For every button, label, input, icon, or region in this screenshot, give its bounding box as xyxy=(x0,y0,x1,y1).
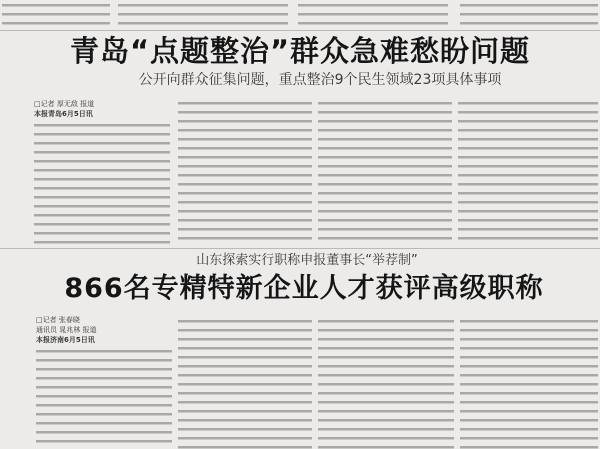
article1-body-col-4 xyxy=(458,98,598,244)
article1-subhead: 公开向群众征集问题，重点整治9个民生领域23项具体事项 xyxy=(138,72,502,88)
article1-body-col-1 xyxy=(34,120,170,244)
article2-body-col-1 xyxy=(36,346,172,449)
article2-byline-correspondent: 通讯员 晁兆林 报道 xyxy=(36,326,97,334)
article1-byline-reporter: □记者 厚无敌 报道 xyxy=(34,100,95,108)
article1-byline-dateline xyxy=(34,109,93,119)
prev-article-col-4 xyxy=(460,0,598,26)
prev-article-col-3 xyxy=(298,0,448,26)
article2-dateline: 本报济南6月5日讯 xyxy=(36,336,95,344)
article2-body-col-4 xyxy=(460,316,598,449)
prev-article-col-1 xyxy=(2,0,110,26)
prev-article-col-2 xyxy=(118,0,288,26)
section-divider-middle xyxy=(0,248,600,249)
article2-byline-dateline xyxy=(36,335,95,345)
article2-kicker: 山东探索实行职称申报董事长“举荐制” xyxy=(196,253,418,268)
article1-body-col-2 xyxy=(178,98,312,244)
article2-body-col-3 xyxy=(318,316,454,449)
article2-body-col-2 xyxy=(178,316,312,449)
section-divider-top xyxy=(0,30,600,31)
article1-dateline: 本报青岛6月5日讯 xyxy=(34,110,93,118)
article2-headline: 866名专精特新企业人才获评高级职称 xyxy=(64,273,544,304)
article2-byline-reporter: □记者 张春晓 xyxy=(36,316,80,324)
article1-headline: 青岛“点题整治”群众急难愁盼问题 xyxy=(69,34,531,68)
article1-body-col-3 xyxy=(318,98,452,244)
